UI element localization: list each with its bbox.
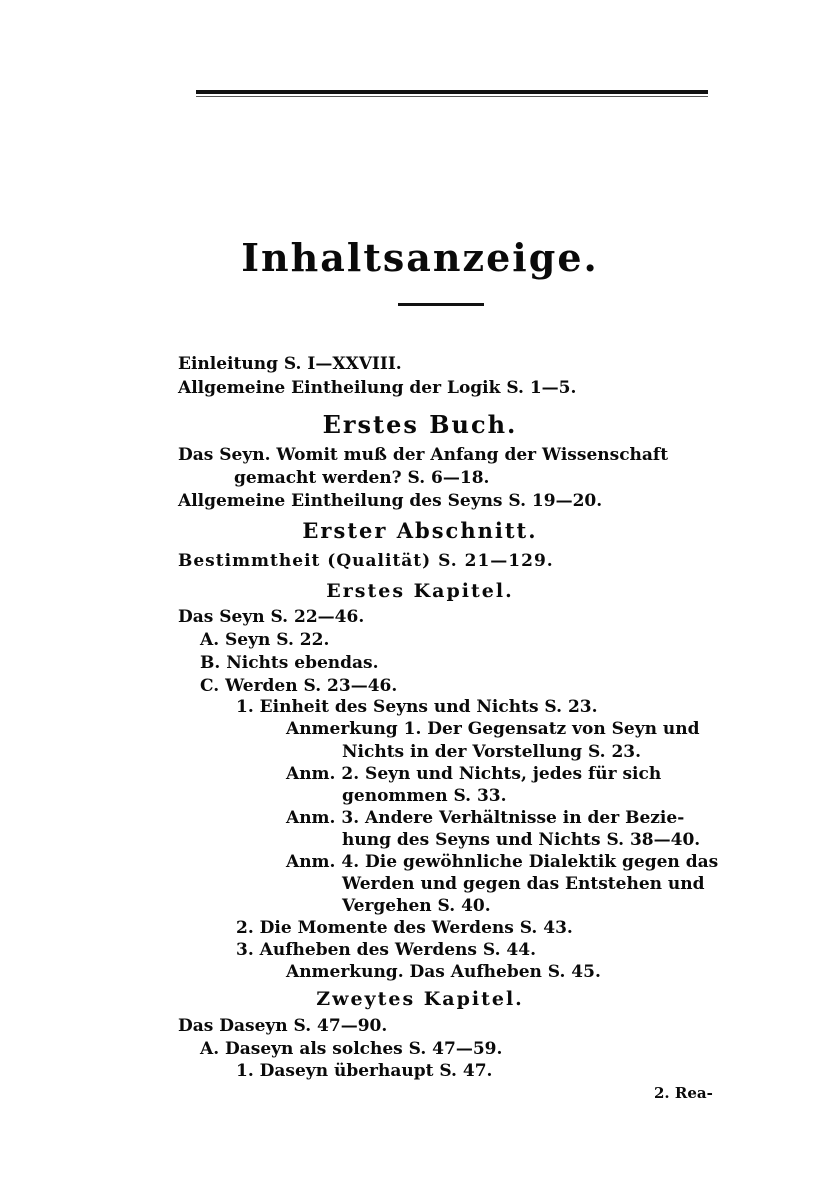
toc-entry-aufheben-werdens: 3. Aufheben des Werdens S. 44. [236,940,536,960]
toc-entry-anmerkung-aufheben: Anmerkung. Das Aufheben S. 45. [286,962,601,982]
heading-erstes-buch: Erstes Buch. [322,410,518,439]
toc-entry-allgemeine-eintheilung-logik: Allgemeine Eintheilung der Logik S. 1—5. [178,378,577,398]
heading-erstes-kapitel: Erstes Kapitel. [326,580,514,602]
toc-entry-das-seyn-kapitel: Das Seyn S. 22—46. [178,607,365,627]
toc-entry-anm-2: Anm. 2. Seyn und Nichts, jedes für sich [286,764,662,784]
toc-entry-b-nichts: B. Nichts ebendas. [200,653,379,673]
heading-erster-abschnitt: Erster Abschnitt. [302,518,538,543]
toc-entry-anm-2-cont: genommen S. 33. [342,786,507,806]
toc-entry-anm-4-end: Vergehen S. 40. [342,896,491,916]
toc-entry-eintheilung-seyns: Allgemeine Eintheilung des Seyns S. 19—20. [178,491,603,511]
toc-entry-momente: 2. Die Momente des Werdens S. 43. [236,918,573,938]
toc-entry-c-werden: C. Werden S. 23—46. [200,676,398,696]
toc-entry-a-seyn: A. Seyn S. 22. [200,630,330,650]
title-rule [398,303,484,306]
toc-entry-daseyn-ueberhaupt: 1. Daseyn überhaupt S. 47. [236,1061,493,1081]
catchword: 2. Rea- [654,1084,713,1102]
page-title: Inhaltsanzeige. [241,235,599,280]
toc-entry-anm-3-cont: hung des Seyns und Nichts S. 38—40. [342,830,701,850]
toc-entry-das-seyn: Das Seyn. Womit muß der Anfang der Wissenschaft [178,445,669,465]
toc-entry-das-daseyn: Das Daseyn S. 47—90. [178,1016,388,1036]
toc-entry-anm-3: Anm. 3. Andere Verhältnisse in der Bezie- [286,808,685,828]
toc-entry-anm-4-cont: Werden und gegen das Entstehen und [342,874,705,894]
heading-zweytes-kapitel: Zweytes Kapitel. [316,988,524,1010]
toc-entry-bestimmtheit: Bestimmtheit (Qualität) S. 21—129. [178,551,554,571]
toc-entry-das-seyn-cont: gemacht werden? S. 6—18. [234,468,490,488]
toc-entry-einheit: 1. Einheit des Seyns und Nichts S. 23. [236,697,598,717]
toc-entry-anmerkung-1-cont: Nichts in der Vorstellung S. 23. [342,742,642,762]
toc-entry-daseyn-als-solches: A. Daseyn als solches S. 47—59. [200,1039,503,1059]
toc-entry-anm-4: Anm. 4. Die gewöhnliche Dialektik gegen das [286,852,719,872]
toc-entry-anmerkung-1: Anmerkung 1. Der Gegensatz von Seyn und [286,719,700,739]
top-rule [196,90,708,94]
top-rule-thin [196,96,708,97]
toc-entry-einleitung: Einleitung S. I—XXVIII. [178,354,402,374]
